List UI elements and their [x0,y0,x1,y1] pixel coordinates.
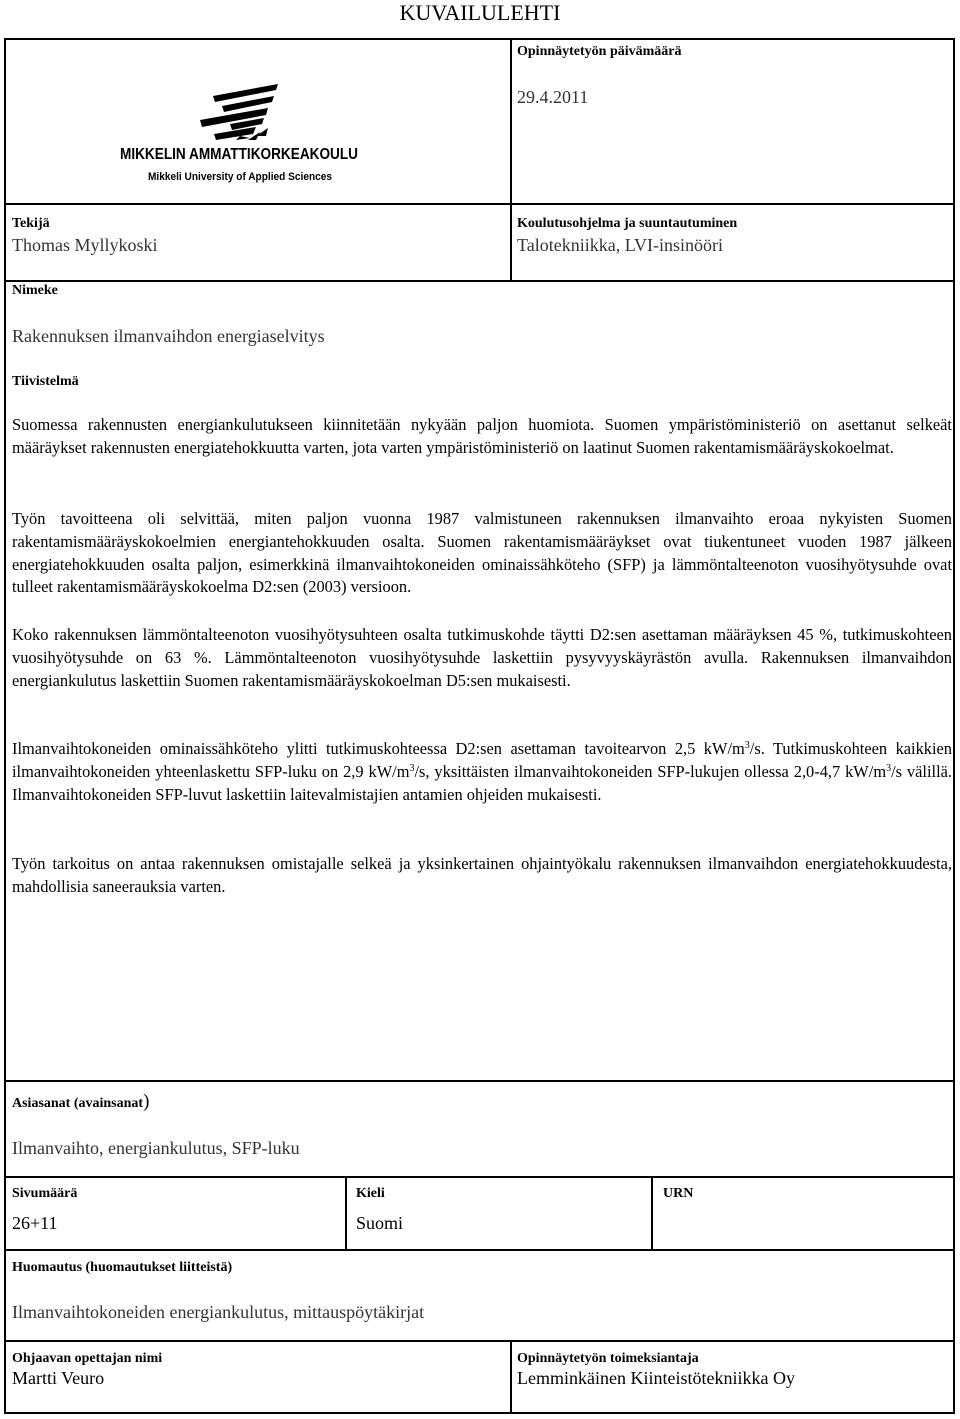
superscript-3: 3 [744,740,750,751]
pages-value: 26+11 [12,1213,58,1233]
pages-label: Sivumäärä [12,1186,78,1201]
abstract-paragraph-4 [12,738,952,806]
urn-label: URN [663,1186,694,1201]
abstract-p4-part-d: /s välillä. Ilmanvaihtokoneiden SFP-luvut laskettiin laitevalmistajien antamien ohjeiden mukaisesti. [12,761,952,804]
superscript-3: 3 [409,762,415,774]
logo-name-en: Mikkeli University of Applied Sciences [148,171,332,183]
language-value: Suomi [356,1213,404,1233]
divider-under-pages [4,1249,955,1251]
author-value: Thomas Myllykoski [12,235,158,255]
divider-under-author [4,280,955,282]
divider-language-vertical [651,1176,653,1250]
language-label: Kieli [356,1186,385,1201]
divider-bottom-vertical [510,1340,512,1414]
university-logo [118,78,360,188]
programme-label: Koulutusohjelma ja suuntautuminen [517,216,738,231]
divider-header-vertical [510,38,512,282]
abstract-p4-part-c: /s, yksittäisten ilmanvaihtokoneiden SFP-lukujen ollessa 2,0-4,7 kW/m [414,761,887,781]
abstract-paragraph-5: Työn tarkoitus on antaa rakennuksen omistajalle selkeä ja yksinkertainen ohjaintyökalu rakennuksen ilmanvaihdon energiatehokkuudesta, mahdollisia saneerauksia varten. [12,854,952,896]
page-title: KUVAILULEHTI [399,0,561,25]
abstract-p4-part-b: /s. Tutkimuskohteen kaikkien ilmanvaihtokoneiden yhteenlaskettu SFP-luku on 2,9 kW/m [12,739,953,781]
keywords-label-paren: ) [143,1091,150,1112]
title-field-label: Nimeke [12,283,58,298]
divider-pages-vertical [345,1176,347,1250]
keywords-value: Ilmanvaihto, energiankulutus, SFP-luku [12,1138,300,1158]
abstract-paragraph-2: Työn tavoitteena oli selvittää, miten paljon vuonna 1987 valmistuneen rakennuksen ilmanvaihto eroaa nykyisten Suomen rakentamismääräyskokoelmien energiantehokkuuden osalta. Suomen rakentamismääräykset ovat tiukentuneet vuoden 1987 jälkeen energiatehokkuuden osalta paljon, esimerkkinä ilmanvaihtokoneiden ominaissähköteho (SFP) ja lämmöntalteenoton vuosihyötysuhde ovat tulleet rakentamismääräyskokoelma D2:sen (2003) versioon. [12,509,952,597]
date-label: Opinnäytetyön päivämäärä [517,44,682,59]
divider-under-abstract [4,1080,955,1082]
programme-value: Talotekniikka, LVI-insinööri [517,235,724,255]
supervisor-value: Martti Veuro [12,1368,105,1388]
logo-emblem-icon [118,78,360,188]
divider-under-remarks [4,1340,955,1342]
divider-under-logo [4,203,955,205]
commissioner-value: Lemminkäinen Kiinteistötekniikka Oy [517,1368,795,1388]
remarks-label: Huomautus (huomautukset liitteistä) [12,1260,233,1275]
supervisor-label: Ohjaavan opettajan nimi [12,1351,163,1366]
remarks-value: Ilmanvaihtokoneiden energiankulutus, mittauspöytäkirjat [12,1302,425,1322]
abstract-paragraph-3: Koko rakennuksen lämmöntalteenoton vuosihyötysuhteen osalta tutkimuskohde täytti D2:sen asettaman määräyksen 45 %, tutkimuskohteen vuosihyötysuhde on 63 %. Lämmöntalteenoton vuosihyötysuhde laskettiin pysyvyyskäyrästön avulla. Rakennuksen ilmanvaihdon energiankulutus laskettiin Suomen rakentamismääräyskokoelman D5:sen mukaisesti. [12,625,952,690]
divider-under-keywords [4,1176,955,1178]
date-value: 29.4.2011 [517,87,589,107]
abstract-label: Tiivistelmä [12,374,79,389]
logo-name-fi: MIKKELIN AMMATTIKORKEAKOULU [120,146,358,163]
superscript-3: 3 [886,762,892,774]
commissioner-label: Opinnäytetyön toimeksiantaja [517,1351,699,1366]
title-field-value: Rakennuksen ilmanvaihdon energiaselvitys [12,326,325,346]
keywords-label [12,1091,150,1112]
author-label: Tekijä [12,216,50,231]
abstract-p4-part-a: Ilmanvaihtokoneiden ominaissähköteho ylitti tutkimuskohteessa D2:sen asettaman tavoitearvon 2,5 kW/m [12,739,745,758]
abstract-paragraph-1: Suomessa rakennusten energiankulutukseen kiinnitetään nykyään paljon huomiota. Suomen ympäristöministeriö on asettanut selkeät määräykset rakennusten energiatehokkuutta varten, jota varten ympäristöministeriö on laatinut Suomen rakentamismääräyskokoelmat. [12,415,952,457]
keywords-label-text: Asiasanat (avainsanat [12,1096,144,1111]
